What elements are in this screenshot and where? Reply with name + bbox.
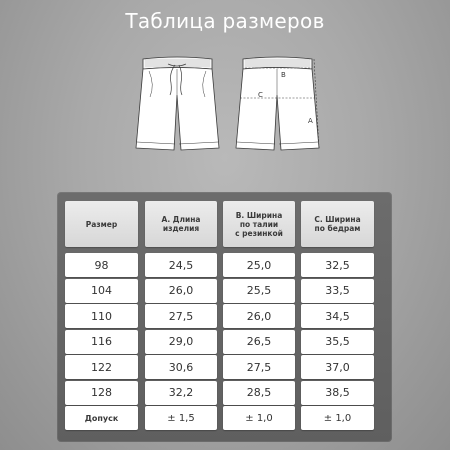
table-cell-size: 104 <box>65 279 138 303</box>
table-cell-waist: 28,5 <box>223 381 295 405</box>
table-cell-hip: 38,5 <box>301 381 374 405</box>
table-cell-hip: 34,5 <box>301 304 374 328</box>
table-cell-length: 27,5 <box>145 304 217 328</box>
table-cell-length: 32,2 <box>145 381 217 405</box>
table-cell-hip: 32,5 <box>301 253 374 277</box>
table-cell-hip: 37,0 <box>301 355 374 379</box>
table-header-size: Размер <box>65 201 138 247</box>
table-cell-size: 116 <box>65 330 138 354</box>
table-cell-waist: 27,5 <box>223 355 295 379</box>
page-title: Таблица размеров <box>125 9 325 33</box>
tolerance-cell-hip: ± 1,0 <box>301 406 374 430</box>
label-b: B <box>281 71 286 79</box>
table-cell-waist: 25,5 <box>223 279 295 303</box>
table-header-hip: С. Ширина по бедрам <box>301 201 374 247</box>
tolerance-cell-waist: ± 1,0 <box>223 406 295 430</box>
table-cell-length: 30,6 <box>145 355 217 379</box>
table-header-length: А. Длина изделия <box>145 201 217 247</box>
table-cell-size: 110 <box>65 304 138 328</box>
table-cell-length: 26,0 <box>145 279 217 303</box>
table-cell-size: 122 <box>65 355 138 379</box>
label-c: C <box>258 91 263 99</box>
shorts-back-illustration <box>235 55 320 160</box>
tolerance-cell-length: ± 1,5 <box>145 406 217 430</box>
table-cell-size: 128 <box>65 381 138 405</box>
table-cell-waist: 25,0 <box>223 253 295 277</box>
table-cell-length: 24,5 <box>145 253 217 277</box>
table-cell-length: 29,0 <box>145 330 217 354</box>
table-header-waist: В. Ширина по талии с резинкой <box>223 201 295 247</box>
table-cell-hip: 33,5 <box>301 279 374 303</box>
table-cell-size: 98 <box>65 253 138 277</box>
shorts-front-illustration <box>135 55 220 160</box>
tolerance-cell-size: Допуск <box>65 406 138 430</box>
label-a: A <box>308 117 313 125</box>
size-table-panel <box>57 192 392 442</box>
table-cell-waist: 26,0 <box>223 304 295 328</box>
table-cell-hip: 35,5 <box>301 330 374 354</box>
table-cell-waist: 26,5 <box>223 330 295 354</box>
